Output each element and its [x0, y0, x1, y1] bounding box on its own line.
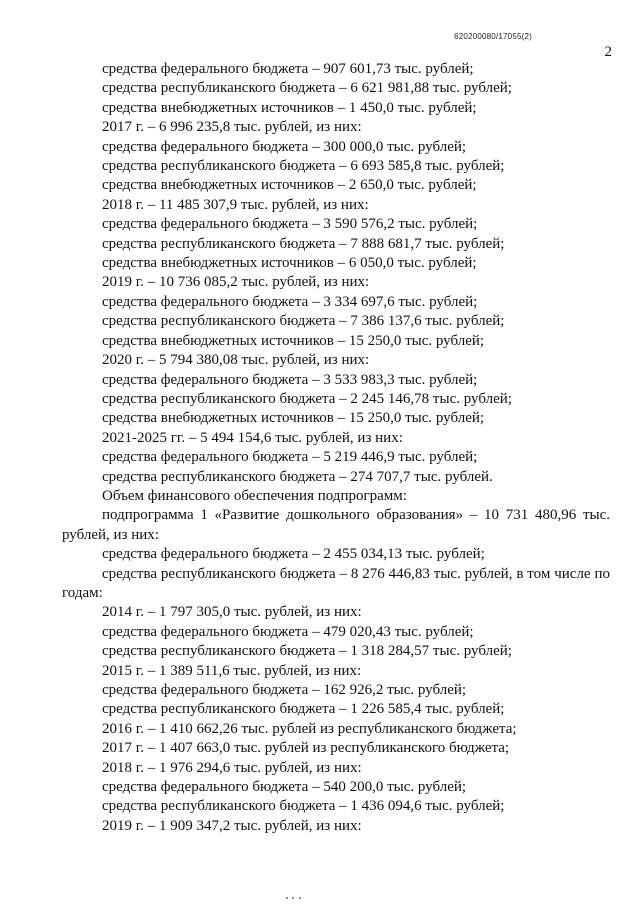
page-number: 2	[604, 44, 612, 60]
text-line: средства республиканского бюджета – 7 386 137,6 тыс. рублей;	[102, 313, 505, 330]
text-line: 2017 г. – 6 996 235,8 тыс. рублей, из них:	[102, 119, 362, 136]
document-code: 620200080/17055(2)	[454, 32, 532, 41]
text-line: 2021-2025 гг. – 5 494 154,6 тыс. рублей, из них:	[102, 429, 403, 446]
text-line: средства республиканского бюджета – 274 707,7 тыс. рублей.	[102, 468, 493, 485]
text-line: 2018 г. – 11 485 307,9 тыс. рублей, из них:	[102, 196, 369, 213]
scan-speck	[292, 897, 294, 899]
text-line: средства федерального бюджета – 162 926,2 тыс. рублей;	[102, 682, 467, 698]
text-line: средства федерального бюджета – 2 455 034,13 тыс. рублей;	[102, 546, 485, 563]
text-line: средства республиканского бюджета – 1 436 094,6 тыс. рублей;	[102, 798, 505, 815]
scan-speck	[299, 897, 301, 899]
text-line: средства федерального бюджета – 907 601,73 тыс. рублей;	[102, 61, 474, 77]
text-line: средства внебюджетных источников – 6 050,0 тыс. рублей;	[102, 255, 477, 272]
text-line: 2019 г. – 1 909 347,2 тыс. рублей, из них:	[102, 817, 362, 834]
text-line: средства республиканского бюджета – 6 621 981,88 тыс. рублей;	[102, 80, 512, 97]
text-line: средства федерального бюджета – 300 000,0 тыс. рублей;	[102, 138, 467, 155]
text-line: средства федерального бюджета – 3 590 576,2 тыс. рублей;	[102, 216, 478, 233]
text-line: 2014 г. – 1 797 305,0 тыс. рублей, из них:	[102, 604, 362, 621]
text-line: 2018 г. – 1 976 294,6 тыс. рублей, из них:	[102, 759, 362, 776]
text-line: средства федерального бюджета – 540 200,0 тыс. рублей;	[102, 779, 467, 796]
text-line: средства федерального бюджета – 3 334 697,6 тыс. рублей;	[102, 293, 478, 310]
text-line: средства республиканского бюджета – 1 318 284,57 тыс. рублей;	[102, 643, 512, 660]
text-line: средства республиканского бюджета – 6 693 585,8 тыс. рублей;	[102, 158, 505, 175]
text-line: средства республиканского бюджета – 2 245 146,78 тыс. рублей;	[102, 390, 512, 407]
text-line: средства внебюджетных источников – 2 650,0 тыс. рублей;	[102, 177, 477, 194]
text-line: 2020 г. – 5 794 380,08 тыс. рублей, из них:	[102, 352, 370, 369]
text-line: средства федерального бюджета – 479 020,43 тыс. рублей;	[102, 623, 474, 640]
text-line: 2019 г. – 10 736 085,2 тыс. рублей, из них:	[102, 274, 370, 291]
text-line: средства внебюджетных источников – 1 450,0 тыс. рублей;	[102, 99, 477, 116]
subprogram-paragraph: подпрограмма 1 «Развитие дошкольного образования» – 10 731 480,96 тыс. рублей, из них:	[62, 507, 610, 543]
scan-speck	[286, 897, 288, 899]
text-line: средства внебюджетных источников – 15 250,0 тыс. рублей;	[102, 332, 485, 349]
document-body	[62, 60, 610, 836]
text-line: средства республиканского бюджета – 1 226 585,4 тыс. рублей;	[102, 701, 505, 718]
text-line: средства республиканского бюджета – 7 888 681,7 тыс. рублей;	[102, 235, 505, 252]
text-line: средства федерального бюджета – 3 533 983,3 тыс. рублей;	[102, 371, 478, 388]
text-line: 2017 г. – 1 407 663,0 тыс. рублей из республиканского бюджета;	[102, 740, 510, 757]
text-line: средства внебюджетных источников – 15 250,0 тыс. рублей;	[102, 410, 485, 427]
text-line: средства федерального бюджета – 5 219 446,9 тыс. рублей;	[102, 449, 478, 466]
republic-total-paragraph: средства республиканского бюджета – 8 276 446,83 тыс. рублей, в том числе по годам:	[62, 565, 610, 601]
text-line: Объем финансового обеспечения подпрограмм:	[102, 487, 407, 504]
text-line: 2015 г. – 1 389 511,6 тыс. рублей, из них:	[102, 662, 362, 679]
text-line: 2016 г. – 1 410 662,26 тыс. рублей из республиканского бюджета;	[102, 720, 517, 737]
